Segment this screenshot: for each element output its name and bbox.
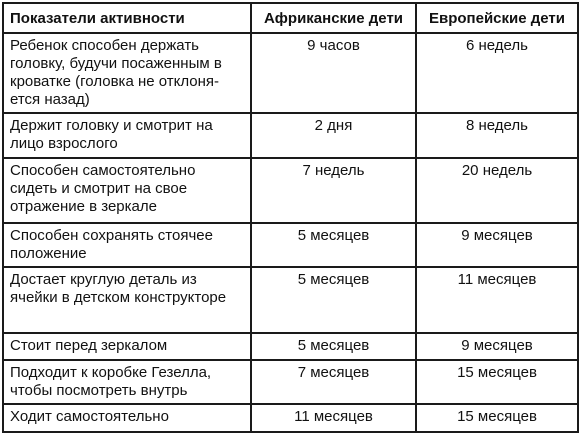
african-value-cell: 2 дня	[251, 113, 416, 158]
activity-cell: Способен сохранять стоячее положение	[3, 223, 251, 267]
african-value-cell: 5 месяцев	[251, 267, 416, 333]
table-row	[3, 113, 578, 158]
table-row	[3, 223, 578, 267]
activity-cell: Стоит перед зеркалом	[3, 333, 251, 360]
african-value-cell: 5 месяцев	[251, 223, 416, 267]
african-value-cell: 9 часов	[251, 33, 416, 113]
table-row	[3, 33, 578, 113]
european-value-cell: 20 недель	[416, 158, 578, 223]
table-row	[3, 333, 578, 360]
header-african-children: Африканские дети	[251, 3, 416, 33]
activity-cell: Держит головку и смотрит на лицо взрослого	[3, 113, 251, 158]
header-european-children: Европейские дети	[416, 3, 578, 33]
european-value-cell: 6 недель	[416, 33, 578, 113]
european-value-cell: 11 месяцев	[416, 267, 578, 333]
european-value-cell: 8 недель	[416, 113, 578, 158]
development-comparison-table	[2, 2, 579, 433]
activity-cell: Ребенок способен держать головку, будучи посаженным в кроватке (головка не отклоня-ется назад)	[3, 33, 251, 113]
european-value-cell: 15 месяцев	[416, 404, 578, 432]
table-row	[3, 404, 578, 432]
header-activity-indicators: Показатели активности	[3, 3, 251, 33]
table-row	[3, 158, 578, 223]
african-value-cell: 5 месяцев	[251, 333, 416, 360]
comparison-table-container	[2, 2, 577, 431]
table-header-row	[3, 3, 578, 33]
european-value-cell: 9 месяцев	[416, 333, 578, 360]
european-value-cell: 9 месяцев	[416, 223, 578, 267]
african-value-cell: 11 месяцев	[251, 404, 416, 432]
european-value-cell: 15 месяцев	[416, 360, 578, 404]
african-value-cell: 7 недель	[251, 158, 416, 223]
activity-cell: Ходит самостоятельно	[3, 404, 251, 432]
table-row	[3, 267, 578, 333]
activity-cell: Способен самостоятельно сидеть и смотрит на свое отражение в зеркале	[3, 158, 251, 223]
table-row	[3, 360, 578, 404]
activity-cell: Подходит к коробке Гезелла, чтобы посмотреть внутрь	[3, 360, 251, 404]
activity-cell: Достает круглую деталь из ячейки в детском конструкторе	[3, 267, 251, 333]
african-value-cell: 7 месяцев	[251, 360, 416, 404]
